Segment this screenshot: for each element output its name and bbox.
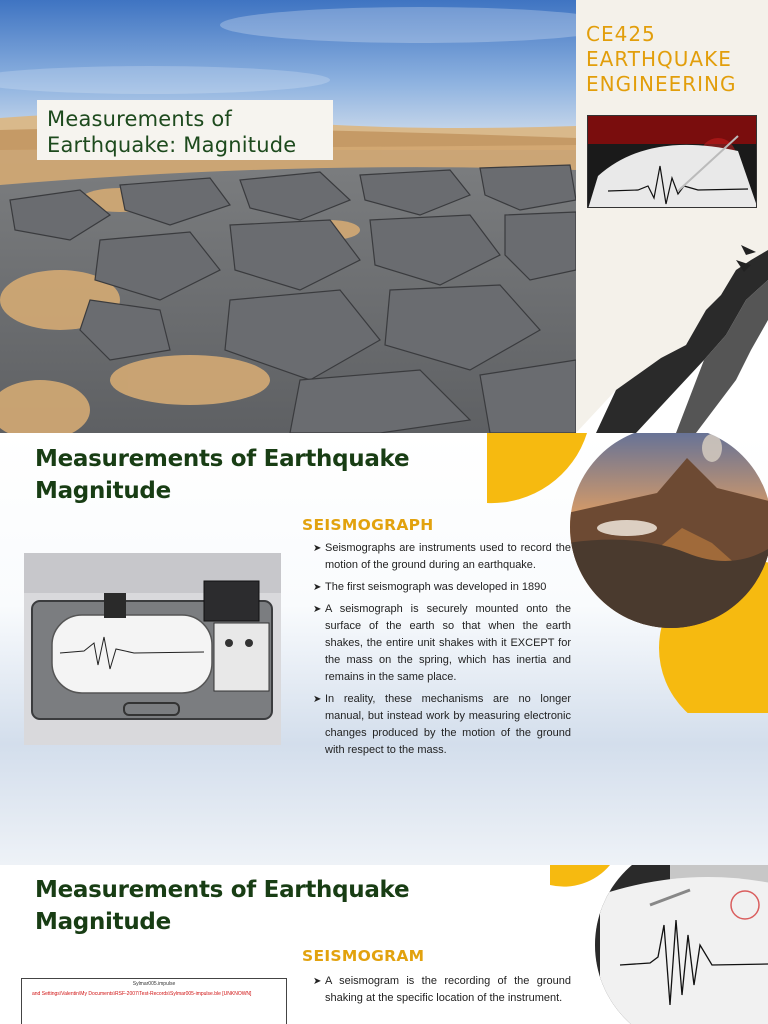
seismogram-bullet-list (313, 973, 571, 1012)
seismograph-photo (24, 553, 281, 745)
arrow-bullet-icon: ➤ (313, 694, 322, 705)
slide-seismogram (0, 865, 768, 1024)
decorative-seismograph-image (540, 865, 768, 1024)
slide-heading: Measurements of Earthquake Magnitude (35, 446, 410, 504)
list-item: ➤ In reality, these mechanisms are no longer manual, but instead work by measuring electronic changes produced by the motion of the ground with respect to the mass. (313, 693, 571, 756)
list-item: ➤ Seismographs are instruments used to record the motion of the ground during an earthquake. (313, 542, 571, 571)
slide-title-line1: Measurements of (47, 107, 233, 131)
section-subheading: SEISMOGRAPH (302, 516, 434, 534)
record-path: and Settings\Valentin\My Documents\RSF-2007\Test-Records\Sylmar005-impulse.ble [UNKNOWN] (32, 991, 252, 997)
slide-seismograph (0, 433, 768, 865)
list-item: ➤ A seismograph is securely mounted onto the surface of the earth so that when the earth shakes, the entire unit shakes with it EXCEPT for the mass on the spring, which has inertia and remains in the same place. (313, 603, 571, 683)
slide-title-line2: Earthquake: Magnitude (47, 133, 297, 157)
title-box (37, 100, 333, 160)
seismograph-needle-image (587, 115, 757, 208)
title-side-panel (576, 0, 768, 433)
seismogram-record-image (21, 978, 287, 1024)
arrow-bullet-icon: ➤ (313, 543, 322, 554)
section-subheading: SEISMOGRAM (302, 947, 425, 965)
slide-heading: Measurements of Earthquake Magnitude (35, 877, 410, 935)
course-title: CE425 EARTHQUAKE ENGINEERING (586, 22, 737, 96)
slide-title (0, 0, 768, 433)
ground-crack-illustration (576, 240, 768, 433)
arrow-bullet-icon: ➤ (313, 604, 322, 615)
arrow-bullet-icon: ➤ (313, 976, 322, 987)
seismograph-bullet-list (313, 540, 571, 764)
desert-rock-photo (0, 0, 576, 433)
arrow-bullet-icon: ➤ (313, 582, 322, 593)
record-title: Sylmar005.impulse (132, 981, 176, 987)
list-item: ➤ A seismogram is the recording of the ground shaking at the specific location of the instrument. (313, 975, 571, 1004)
list-item: ➤ The first seismograph was developed in 1890 (313, 579, 571, 596)
